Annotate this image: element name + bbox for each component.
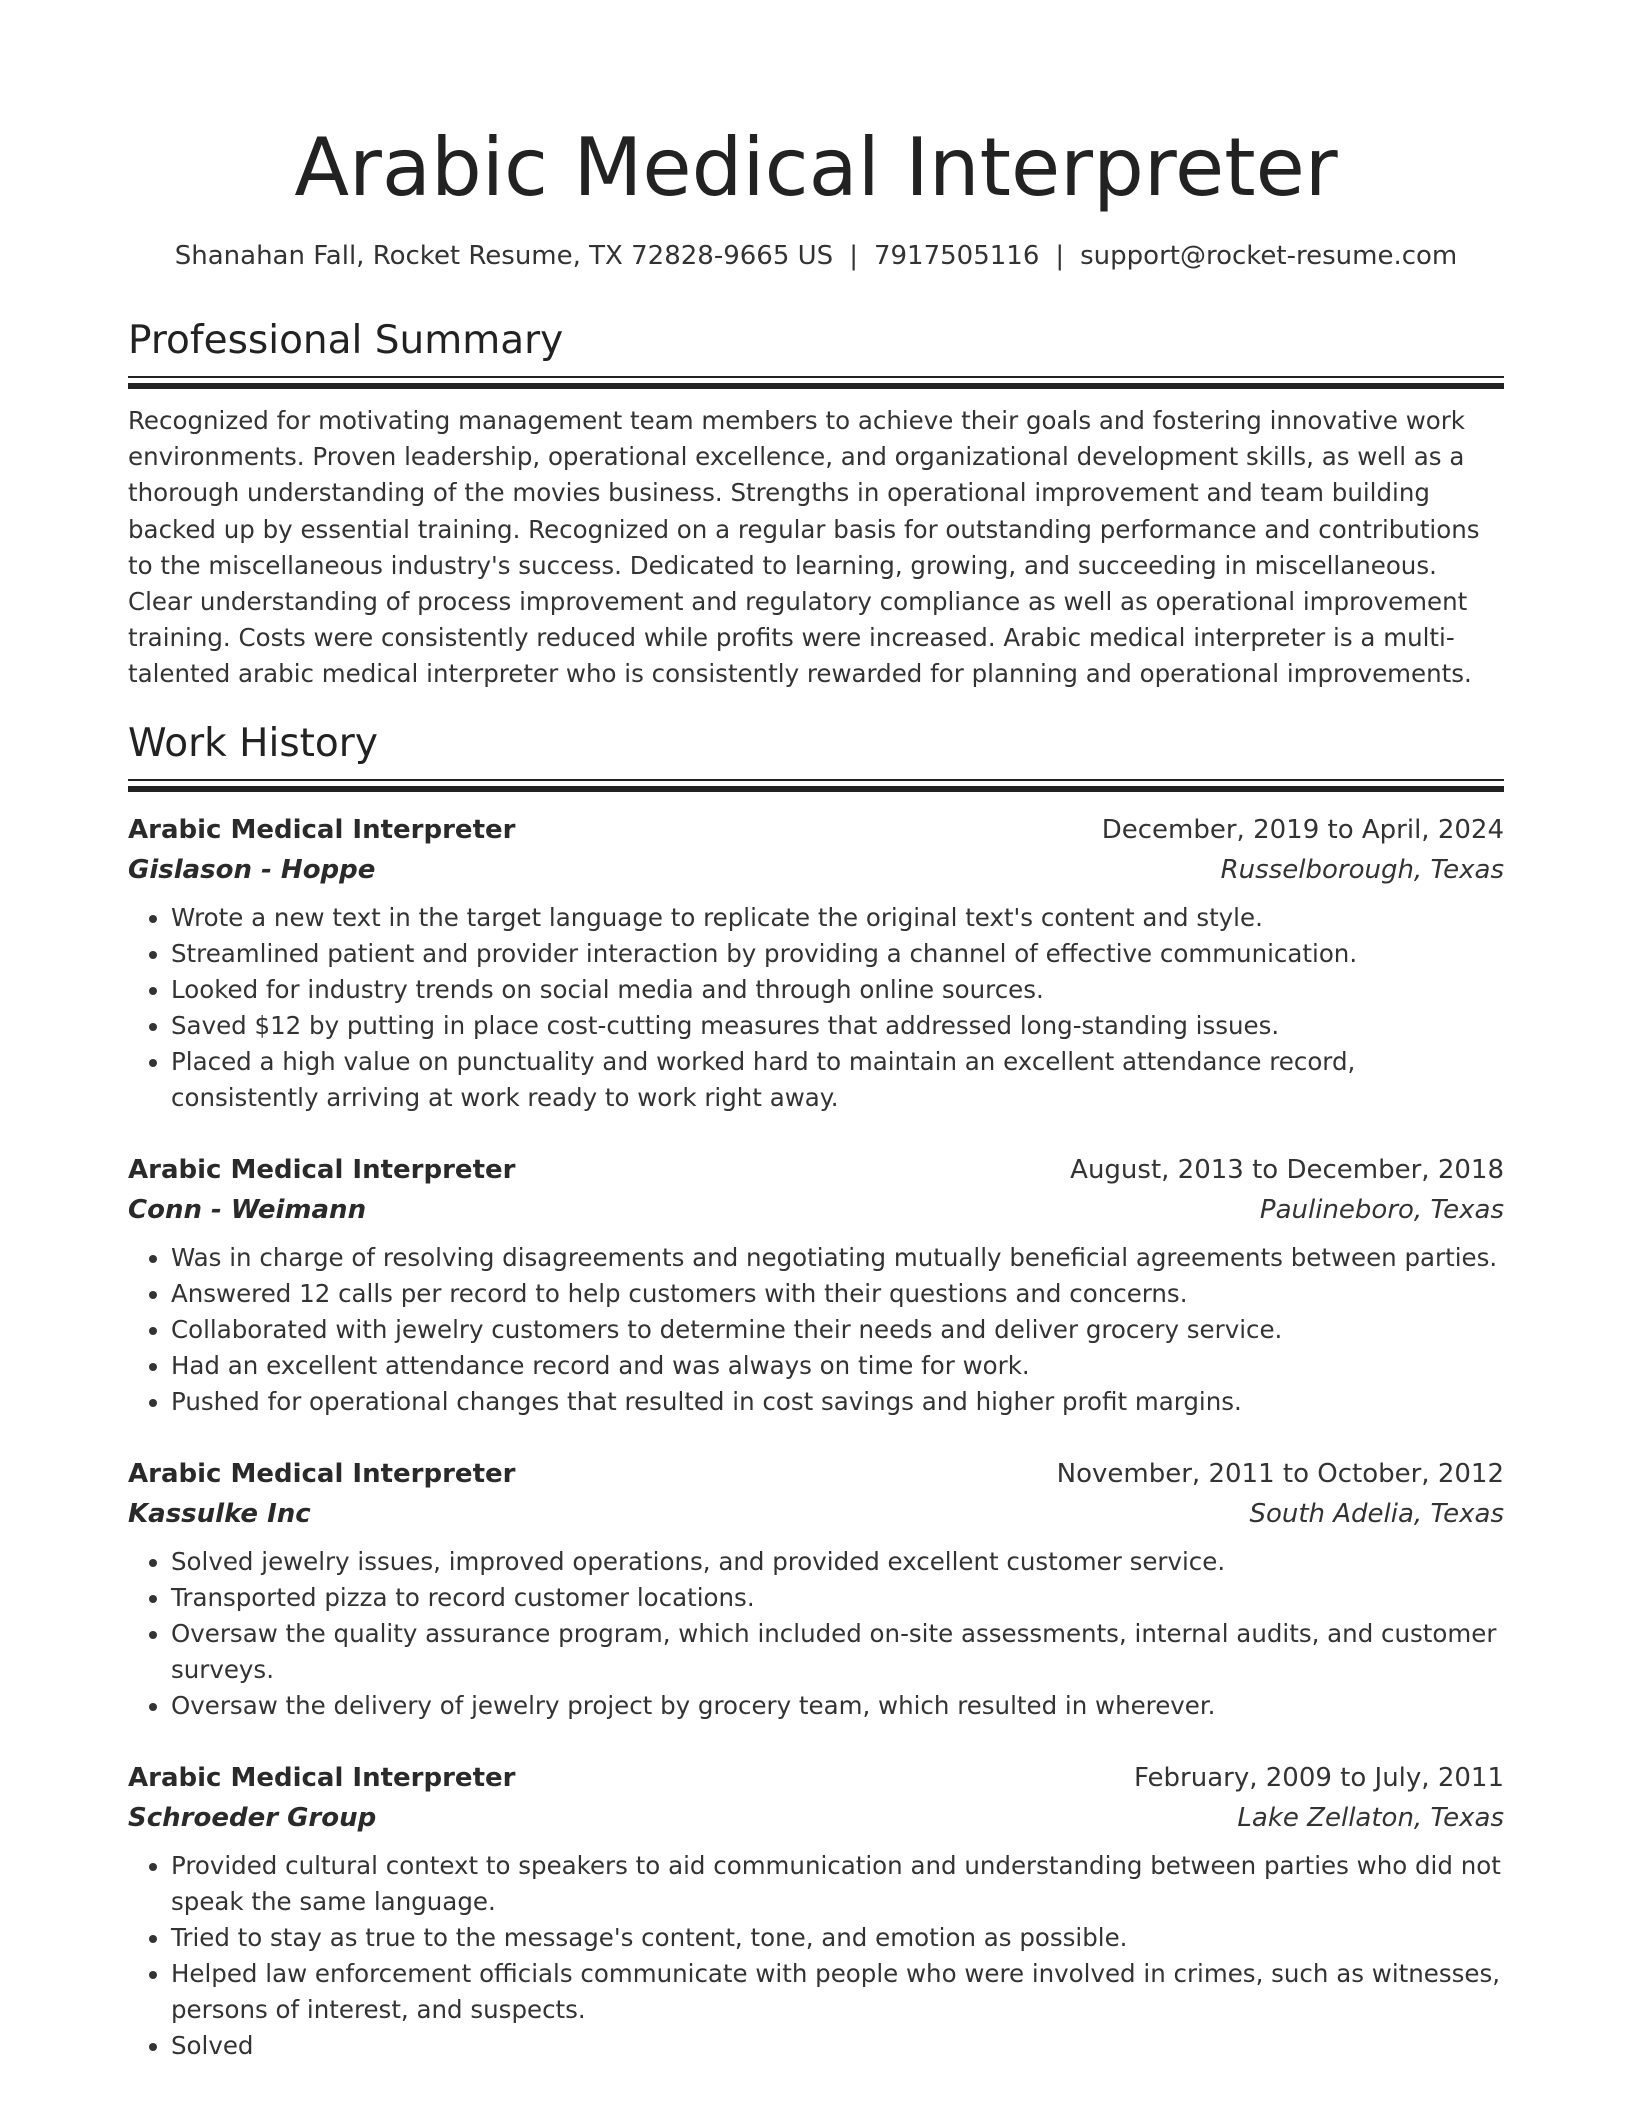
job-duty: • Oversaw the quality assurance program, which included on-site assessments, internal audits, and customer surveys. [171, 1616, 1504, 1688]
job-entry [128, 1454, 1504, 1724]
job-title: Arabic Medical Interpreter [128, 1154, 516, 1185]
job-header-row [128, 810, 1504, 850]
job-duty: • Helped law enforcement officials communicate with people who were involved in crimes, such as witnesses, persons of interest, and suspects. [171, 1956, 1504, 2028]
work-history-section [128, 719, 1504, 2064]
job-duty: • Streamlined patient and provider interaction by providing a channel of effective communication. [171, 936, 1504, 972]
job-entry [128, 810, 1504, 1116]
job-header-row [128, 1150, 1504, 1190]
section-divider [128, 376, 1504, 389]
work-history-heading: Work History [128, 720, 378, 766]
section-divider [128, 779, 1504, 792]
contact-email: support@rocket-resume.com [1080, 241, 1458, 271]
job-dates: November, 2011 to October, 2012 [1056, 1458, 1504, 1489]
job-title: Arabic Medical Interpreter [128, 814, 516, 845]
job-duty: • Was in charge of resolving disagreements and negotiating mutually beneficial agreements between parties. [171, 1240, 1504, 1276]
job-company-row [128, 1798, 1504, 1838]
job-duties-list [128, 1544, 1504, 1724]
summary-section [128, 316, 1504, 693]
job-duty: • Tried to stay as true to the message's content, tone, and emotion as possible. [171, 1920, 1504, 1956]
job-duty: • Saved $12 by putting in place cost-cutting measures that addressed long-standing issues. [171, 1008, 1504, 1044]
job-dates: August, 2013 to December, 2018 [1070, 1154, 1504, 1185]
job-duty: • Had an excellent attendance record and was always on time for work. [171, 1348, 1504, 1384]
job-company-row [128, 1494, 1504, 1534]
job-location: Paulineboro, Texas [1259, 1194, 1504, 1225]
job-duty: • Oversaw the delivery of jewelry project by grocery team, which resulted in wherever. [171, 1688, 1504, 1724]
summary-heading: Professional Summary [128, 318, 564, 363]
job-duty: • Answered 12 calls per record to help customers with their questions and concerns. [171, 1276, 1504, 1312]
contact-separator: | [1055, 241, 1065, 271]
job-entry [128, 1758, 1504, 2064]
job-company: Conn - Weimann [128, 1194, 367, 1225]
job-duty: • Solved [171, 2028, 1504, 2064]
job-duties-list [128, 1848, 1504, 2064]
job-duty: • Pushed for operational changes that resulted in cost savings and higher profit margins. [171, 1384, 1504, 1420]
summary-text: Recognized for motivating management team members to achieve their goals and fostering innovative work environments. Proven leadership, operational excellence, and organizational development skills, as well as a thorough understanding of the movies business. Strengths in operational improvement and team building backed up by essential training. Recognized on a regular basis for outstanding performance and contributions to the miscellaneous industry's success. Dedicated to learning, growing, and succeeding in miscellaneous. Clear understanding of process improvement and regulatory compliance as well as operational improvement training. Costs were consistently reduced while profits were increased. Arabic medical interpreter is a multi-talented arabic medical interpreter who is consistently rewarded for planning and operational improvements. [128, 406, 1480, 689]
job-header-row [128, 1758, 1504, 1798]
contact-line [128, 238, 1504, 274]
job-duty: • Provided cultural context to speakers to aid communication and understanding between parties who did not speak the same language. [171, 1848, 1504, 1920]
resume-name: Arabic Medical Interpreter [294, 121, 1338, 214]
job-company: Gislason - Hoppe [128, 854, 376, 885]
job-company: Kassulke Inc [128, 1498, 311, 1529]
job-duty: • Collaborated with jewelry customers to determine their needs and deliver grocery service. [171, 1312, 1504, 1348]
contact-separator: | [849, 241, 858, 271]
job-duty: • Solved jewelry issues, improved operations, and provided excellent customer service. [171, 1544, 1504, 1580]
job-company-row [128, 1190, 1504, 1230]
job-dates: December, 2019 to April, 2024 [1101, 814, 1504, 845]
job-duty: • Transported pizza to record customer locations. [171, 1580, 1504, 1616]
job-dates: February, 2009 to July, 2011 [1134, 1762, 1504, 1793]
job-location: Russelborough, Texas [1220, 854, 1504, 885]
job-duties-list [128, 900, 1504, 1116]
job-company: Schroeder Group [128, 1802, 377, 1833]
contact-address: Shanahan Fall, Rocket Resume, TX 72828-9665 US [174, 241, 834, 271]
job-location: South Adelia, Texas [1249, 1498, 1504, 1529]
job-title: Arabic Medical Interpreter [128, 1762, 516, 1793]
job-duty: • Looked for industry trends on social media and through online sources. [171, 972, 1504, 1008]
job-title: Arabic Medical Interpreter [128, 1458, 516, 1489]
resume-page [128, 0, 1504, 2064]
job-location: Lake Zellaton, Texas [1237, 1802, 1504, 1833]
job-company-row [128, 850, 1504, 890]
job-duty: • Placed a high value on punctuality and worked hard to maintain an excellent attendance record, consistently arriving at work ready to work right away. [171, 1044, 1504, 1116]
job-header-row [128, 1454, 1504, 1494]
job-entry [128, 1150, 1504, 1420]
job-duties-list [128, 1240, 1504, 1420]
job-duty: • Wrote a new text in the target language to replicate the original text's content and style. [171, 900, 1504, 936]
contact-phone: 7917505116 [873, 241, 1040, 271]
